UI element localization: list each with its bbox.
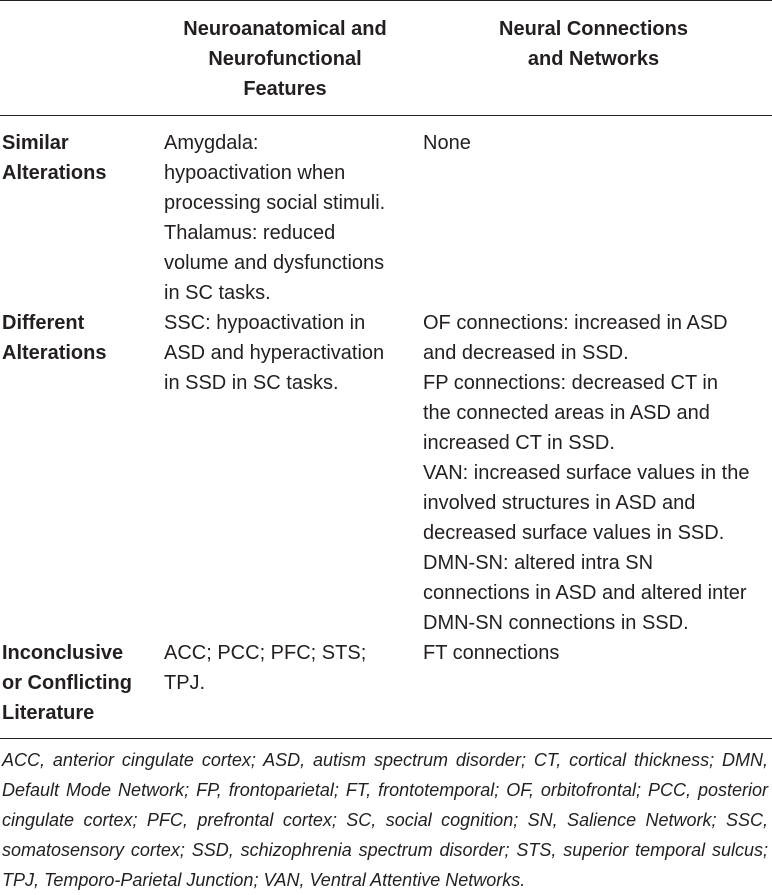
cell-different-connections: OF connections: increased in ASD and decreased in SSD. FP connections: decreased CT in the connected areas in ASD and increased CT in SSD. VAN: increased surface values in the involved structures in ASD and decreased surface values in SSD. DMN-SN: altered intra SN connections in ASD and altered inter DMN-SN connections in SSD. <box>423 312 750 634</box>
cell-different-neuroanatomical: SSC: hypoactivation in ASD and hyperactivation in SSD in SC tasks. <box>164 312 385 394</box>
table-header-rule <box>0 115 772 116</box>
table-bottom-rule <box>0 738 772 739</box>
row-label-inconclusive: Inconclusive or Conflicting Literature <box>2 642 132 724</box>
row-label-different: Different Alterations <box>2 312 107 364</box>
table-footnote: ACC, anterior cingulate cortex; ASD, autism spectrum disorder; CT, cortical thickness; DMN, Default Mode Network; FP, frontoparietal; FT, frontotemporal; OF, orbitofrontal; PCC, posterior cingulate cortex; PFC, prefrontal cortex; SC, social cognition; SN, Salience Network; SSC, somatosensory cortex; SSD, schizophrenia spectrum disorder; STS, superior temporal sulcus; TPJ, Temporo-Parietal Junction; VAN, Ventral Attentive Networks. <box>2 750 768 890</box>
cell-inconclusive-neuroanatomical: ACC; PCC; PFC; STS; TPJ. <box>164 642 367 694</box>
column-header-neuroanatomical: Neuroanatomical and Neurofunctional Features <box>183 18 387 100</box>
row-label-similar: Similar Alterations <box>2 132 107 184</box>
table-top-rule <box>0 0 772 1</box>
cell-inconclusive-connections: FT connections <box>423 642 560 664</box>
cell-similar-neuroanatomical: Amygdala: hypoactivation when processing social stimuli. Thalamus: reduced volume and dysfunctions in SC tasks. <box>164 132 386 304</box>
column-header-neural-connections: Neural Connections and Networks <box>499 18 688 70</box>
cell-similar-connections: None <box>423 132 471 154</box>
